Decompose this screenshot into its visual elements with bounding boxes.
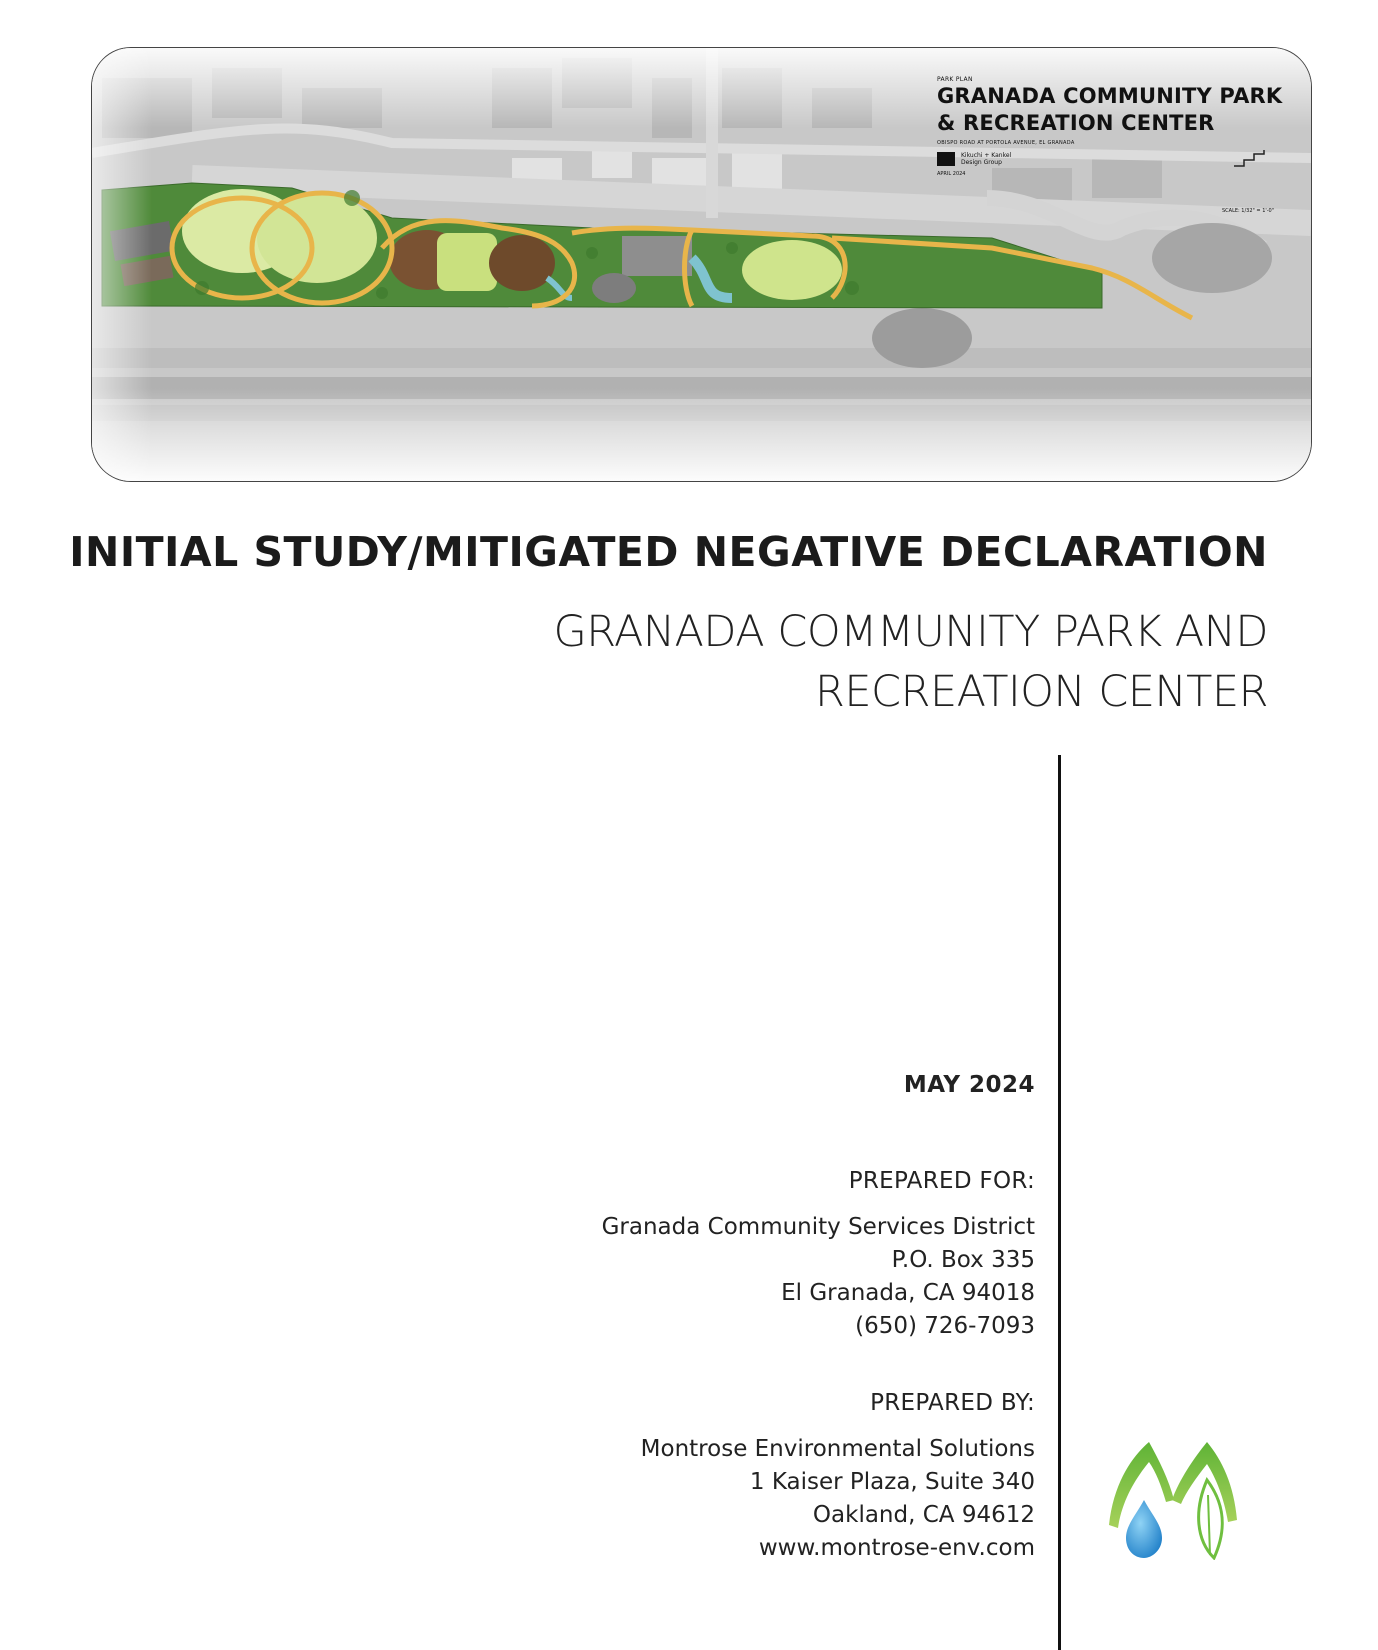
plan-date: APRIL 2024 [937, 171, 966, 177]
prepared-by-block [641, 1390, 1035, 1565]
prepared-by-heading: PREPARED BY: [870, 1390, 1035, 1416]
plan-address: OBISPO ROAD AT PORTOLA AVENUE, EL GRANADA [937, 140, 1075, 146]
plan-kicker: PARK PLAN [937, 76, 973, 83]
firm-name-line2: Design Group [961, 159, 1002, 166]
prepared-for-line: Granada Community Services District [601, 1214, 1035, 1240]
plan-title-line1: GRANADA COMMUNITY PARK [937, 84, 1283, 108]
document-title: INITIAL STUDY/MITIGATED NEGATIVE DECLARATION [69, 528, 1268, 576]
document-subtitle [553, 602, 1268, 722]
plan-title-line2: & RECREATION CENTER [937, 111, 1215, 135]
montrose-logo-icon [1104, 1440, 1244, 1560]
prepared-for-line: El Granada, CA 94018 [781, 1280, 1035, 1306]
prepared-for-line: P.O. Box 335 [891, 1247, 1035, 1273]
site-plan-image [91, 47, 1312, 482]
prepared-for-line: (650) 726-7093 [855, 1313, 1035, 1339]
prepared-by-line: 1 Kaiser Plaza, Suite 340 [749, 1469, 1035, 1495]
plan-scale: SCALE: 1/32" = 1'-0" [1222, 208, 1275, 214]
firm-logo-icon [937, 152, 955, 166]
vertical-divider [1058, 755, 1061, 1650]
prepared-by-line: Oakland, CA 94612 [812, 1502, 1035, 1528]
firm-name-line1: Kikuchi + Kankel [961, 152, 1012, 159]
subtitle-line2: RECREATION CENTER [815, 667, 1268, 717]
document-date: MAY 2024 [903, 1072, 1035, 1098]
prepared-for-heading: PREPARED FOR: [848, 1168, 1035, 1194]
prepared-by-line: Montrose Environmental Solutions [640, 1436, 1035, 1462]
prepared-by-website: www.montrose-env.com [758, 1535, 1035, 1561]
prepared-for-block [602, 1168, 1035, 1343]
north-arrow-scale-icon [1232, 148, 1272, 168]
subtitle-line1: GRANADA COMMUNITY PARK AND [553, 607, 1268, 657]
